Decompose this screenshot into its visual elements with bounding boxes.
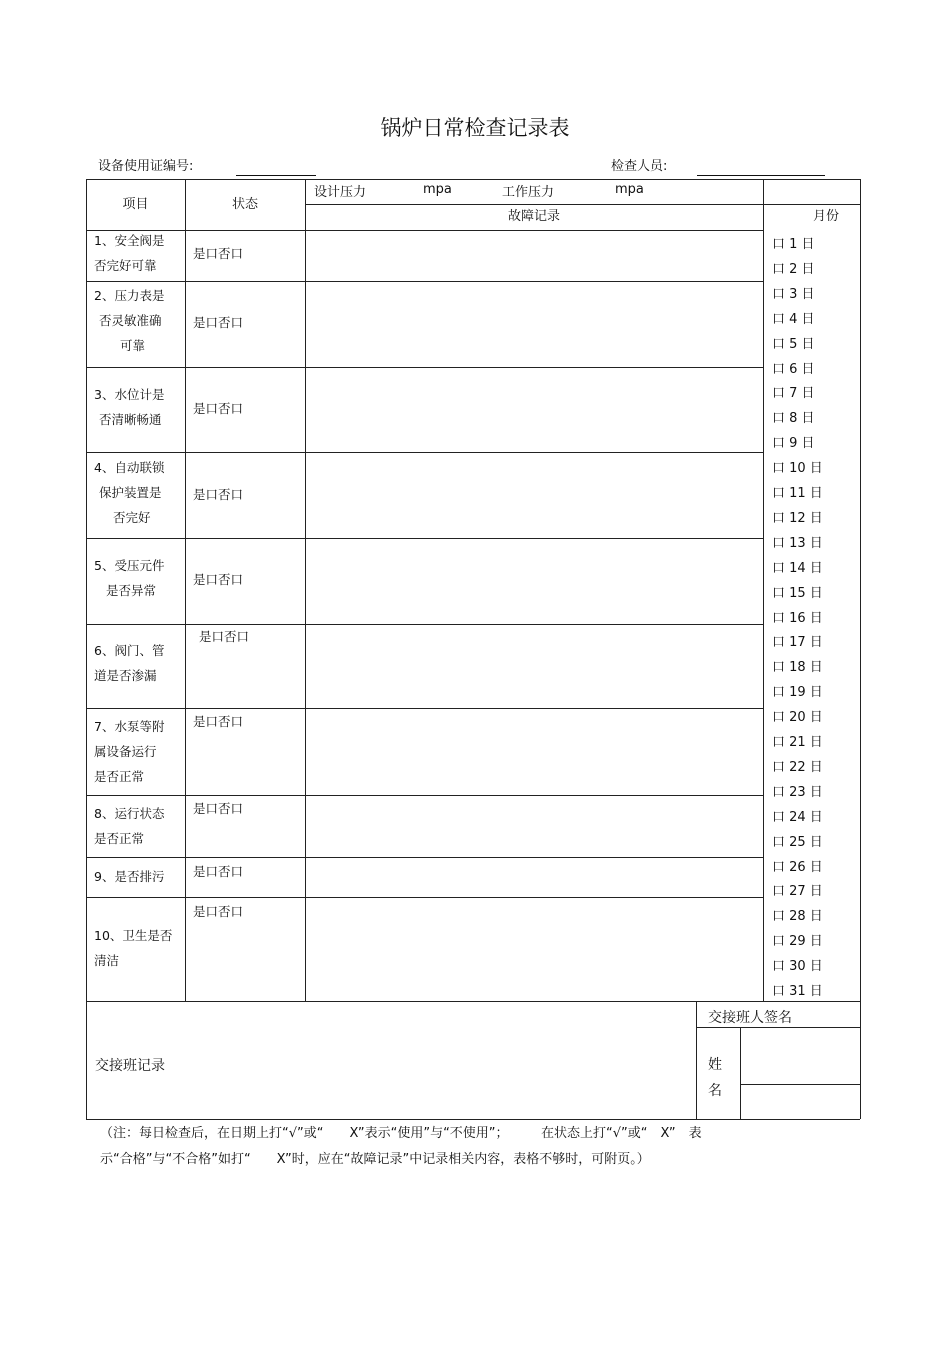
item-cell: 7、水泵等附 属设备运行 是否正常 <box>94 719 165 784</box>
work-pressure-label: 工作压力 <box>502 185 555 200</box>
form-title: 锅炉日常检查记录表 <box>380 116 570 140</box>
day-checkbox[interactable]: 口 3 日 <box>772 286 815 302</box>
day-checkbox[interactable]: 口 14 日 <box>772 560 823 576</box>
name-label-top: 姓 <box>708 1057 722 1073</box>
signature-field-1[interactable] <box>741 1028 859 1083</box>
fault-record-cell[interactable] <box>306 453 762 537</box>
day-checkbox[interactable]: 口 7 日 <box>772 386 815 402</box>
day-checkbox[interactable]: 口 22 日 <box>772 759 823 775</box>
month-header: 月份 <box>812 209 839 224</box>
work-pressure-unit: mpa <box>615 182 644 197</box>
fault-record-header: 故障记录 <box>507 209 560 224</box>
status-checkbox[interactable]: 是口否口 <box>193 246 244 261</box>
status-checkbox[interactable]: 是口否口 <box>193 487 244 502</box>
fault-record-cell[interactable] <box>306 282 762 366</box>
name-label-bottom: 名 <box>708 1083 722 1099</box>
day-checkbox[interactable]: 口 19 日 <box>772 685 823 701</box>
fault-record-cell[interactable] <box>306 625 762 707</box>
handover-divider <box>696 1001 697 1119</box>
table-border-left <box>86 179 87 1119</box>
item-cell: 1、安全阀是 否完好可靠 <box>94 233 165 273</box>
day-checkbox[interactable]: 口 13 日 <box>772 535 823 551</box>
day-checkbox[interactable]: 口 28 日 <box>772 909 823 925</box>
fault-record-cell[interactable] <box>306 796 762 856</box>
item-cell: 2、压力表是 否灵敏准确 可靠 <box>94 288 165 353</box>
status-checkbox[interactable]: 是口否口 <box>199 629 250 644</box>
item-column-header: 项目 <box>122 197 149 212</box>
inspector-label: 检查人员: <box>611 159 668 174</box>
item-cell: 9、是否排污 <box>94 869 165 884</box>
fault-record-cell[interactable] <box>306 709 762 794</box>
inspector-field[interactable] <box>697 175 825 176</box>
day-checkbox[interactable]: 口 21 日 <box>772 735 823 750</box>
day-checkbox[interactable]: 口 8 日 <box>772 411 815 427</box>
status-checkbox[interactable]: 是口否口 <box>193 904 244 919</box>
handover-record-field[interactable] <box>87 1002 695 1118</box>
day-checkbox[interactable]: 口 29 日 <box>772 934 823 950</box>
cert-number-label: 设备使用证编号: <box>98 159 194 174</box>
day-checkbox[interactable]: 口 24 日 <box>772 809 823 825</box>
note-line-1: （注：每日检查后，在日期上打“√”或“ X”表示“使用”与“不使用”； 在状态上打“√”或“ X” 表 <box>100 1126 702 1141</box>
item-cell: 3、水位计是 否清晰畅通 <box>94 387 165 427</box>
status-checkbox[interactable]: 是口否口 <box>193 801 244 816</box>
table-border-top <box>86 179 860 180</box>
day-checkbox[interactable]: 口 9 日 <box>772 436 815 452</box>
handover-signature-label: 交接班人签名 <box>708 1010 792 1026</box>
day-checkbox[interactable]: 口 1 日 <box>772 237 815 252</box>
day-checkbox[interactable]: 口 4 日 <box>772 311 815 327</box>
fault-record-cell[interactable] <box>306 539 762 623</box>
day-checkbox[interactable]: 口 17 日 <box>772 635 823 651</box>
item-cell: 6、阀门、管 道是否渗漏 <box>94 643 165 683</box>
status-checkbox[interactable]: 是口否口 <box>193 401 244 416</box>
status-checkbox[interactable]: 是口否口 <box>193 315 244 330</box>
day-checkbox[interactable]: 口 27 日 <box>772 884 823 900</box>
day-checkbox[interactable]: 口 12 日 <box>772 510 823 526</box>
status-column-header: 状态 <box>231 197 258 212</box>
day-checkbox[interactable]: 口 15 日 <box>772 585 823 601</box>
cert-number-field[interactable] <box>236 175 316 176</box>
status-checkbox[interactable]: 是口否口 <box>193 864 244 879</box>
note-line-2: 示“合格”与“不合格”如打“ X”时，应在“故障记录”中记录相关内容，表格不够时，可附页。） <box>100 1152 650 1167</box>
status-checkbox[interactable]: 是口否口 <box>193 572 244 587</box>
day-checkbox[interactable]: 口 20 日 <box>772 710 823 726</box>
col-divider-month <box>763 179 764 1001</box>
status-checkbox[interactable]: 是口否口 <box>193 714 244 729</box>
item-cell: 4、自动联锁 保护装置是 否完好 <box>94 460 165 525</box>
day-checkbox[interactable]: 口 6 日 <box>772 361 815 377</box>
item-cell: 8、运行状态 是否正常 <box>94 806 165 846</box>
item-cell: 10、卫生是否 清洁 <box>94 928 173 968</box>
fault-record-cell[interactable] <box>306 231 762 280</box>
fault-record-cell[interactable] <box>306 368 762 451</box>
day-checkbox[interactable]: 口 16 日 <box>772 610 823 626</box>
day-checkbox[interactable]: 口 5 日 <box>772 336 815 352</box>
table-border-right <box>860 179 861 1119</box>
day-checkbox[interactable]: 口 23 日 <box>772 784 823 800</box>
design-pressure-label: 设计压力 <box>314 185 367 200</box>
day-checkbox[interactable]: 口 31 日 <box>772 984 823 999</box>
item-cell: 5、受压元件 是否异常 <box>94 558 165 598</box>
design-pressure-unit: mpa <box>423 182 452 197</box>
day-checkbox[interactable]: 口 30 日 <box>772 959 823 975</box>
day-checkbox[interactable]: 口 11 日 <box>772 486 823 501</box>
day-checkbox[interactable]: 口 25 日 <box>772 834 823 850</box>
day-checkbox[interactable]: 口 10 日 <box>772 461 823 477</box>
col-divider-item <box>185 179 186 1001</box>
day-checkbox[interactable]: 口 18 日 <box>772 660 823 676</box>
handover-record-label: 交接班记录 <box>95 1058 165 1074</box>
signature-field-2[interactable] <box>741 1085 859 1118</box>
day-checkbox[interactable]: 口 2 日 <box>772 261 815 277</box>
fault-record-cell[interactable] <box>306 858 762 896</box>
fault-record-cell[interactable] <box>306 898 762 1000</box>
day-checkbox[interactable]: 口 26 日 <box>772 859 823 875</box>
